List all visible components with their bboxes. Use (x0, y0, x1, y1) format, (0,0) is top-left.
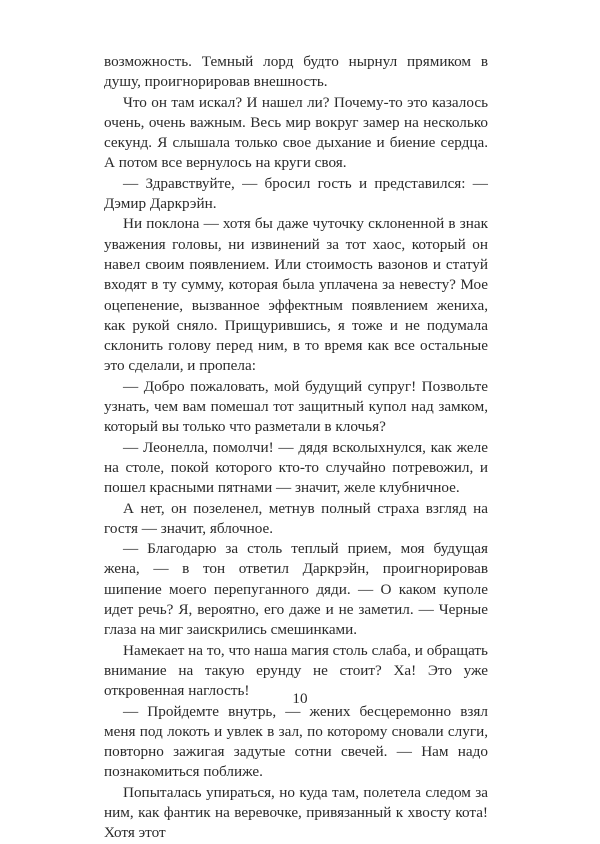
paragraph: — Леонелла, помолчи! — дядя всколыхнулся, как желе на столе, покой которого кто-то случайно потревожил, и пошел красными пятнами — значит, желе клубничное. (104, 438, 488, 497)
paragraph: — Благодарю за столь теплый прием, моя будущая жена, — в тон ответил Даркрэйн, проигнорировав шипение моего перепуганного дяди. — О каком куполе идет речь? Я, вероятно, его даже и не заметил. — Черные глаза на миг заискрились смешинками. (104, 540, 488, 639)
paragraph: — Добро пожаловать, мой будущий супруг! Позвольте узнать, чем вам помешал тот защитный купол над замком, который вы только что разметали в клочья? (104, 377, 488, 436)
paragraph: — Пройдемте внутрь, — жених бесцеремонно взял меня под локоть и увлек в зал, по которому сновали слуги, повторно зажигая задутые сотни свечей. — Нам надо познакомиться поближе. (104, 702, 488, 781)
body-text (104, 52, 488, 844)
paragraph: Попыталась упираться, но куда там, полетела следом за ним, как фантик на веревочке, привязанный к хвосту кота! Хотя этот (104, 783, 488, 842)
paragraph: возможность. Темный лорд будто нырнул прямиком в душу, проигнорировав внешность. (104, 53, 488, 91)
paragraph: Намекает на то, что наша магия столь слаба, и обращать внимание на такую ерунду не стоит? Ха! Это уже откровенная наглость! (104, 641, 488, 700)
paragraph: Что он там искал? И нашел ли? Почему-то это казалось очень, очень важным. Весь мир вокруг замер на несколько секунд. Я слышала только свое дыхание и биение сердца. А потом все вернулось на круги своя. (104, 93, 488, 172)
paragraph: — Здравствуйте, — бросил гость и представился: — Дэмир Даркрэйн. (104, 174, 488, 213)
paragraph: А нет, он позеленел, метнув полный страха взгляд на гостя — значит, яблочное. (104, 499, 488, 537)
page-number: 10 (292, 690, 308, 707)
paragraph: Ни поклона — хотя бы даже чуточку склоненной в знак уважения головы, ни извинений за тот хаос, который он навел своим появлением. Или стоимость вазонов и статуй входят в ту сумму, которая была уплачена за невесту? Мое оцепенение, вызванное эффектным появлением жениха, как рукой сняло. Прищурившись, я тоже и не подумала склонить голову перед ним, в то время как все остальные это сделали, и пропела: (104, 215, 488, 375)
